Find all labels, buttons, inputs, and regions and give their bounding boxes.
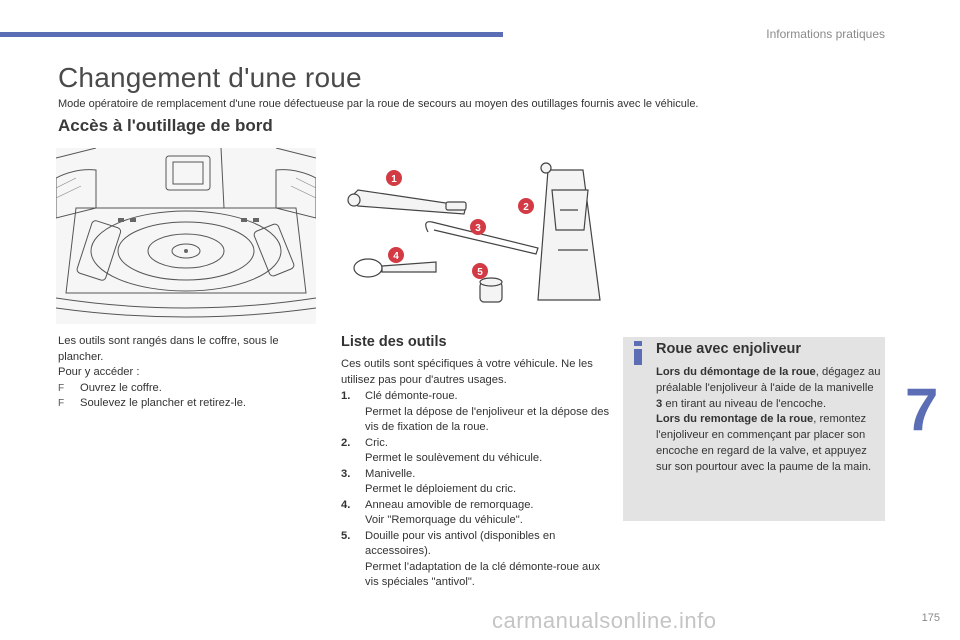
page-number: 175: [921, 612, 940, 624]
info-box: [623, 337, 885, 521]
callout-markers: [386, 170, 534, 279]
item-desc: Permet la dépose de l'enjoliveur et la dépose des vis de fixation de la roue.: [365, 405, 610, 433]
item-number: 4.: [341, 498, 351, 511]
info-dismount-text-a: , dégagez au préalable l'enjoliveur à l'aide de la manivelle: [656, 366, 881, 394]
tools-illustration: [338, 150, 608, 318]
list-item: [341, 529, 611, 591]
item-name: Manivelle.: [365, 467, 416, 480]
callout-1: 1: [391, 174, 397, 185]
info-box-body: [656, 365, 882, 476]
callout-3: 3: [475, 223, 481, 234]
bullet-text: Ouvrez le coffre.: [80, 381, 162, 394]
item-number: 2.: [341, 436, 351, 449]
top-accent-bar: [0, 32, 503, 37]
bullet-item: [58, 396, 308, 412]
item-number: 1.: [341, 390, 351, 402]
item-number: 3.: [341, 467, 351, 480]
item-desc: Permet le déploiement du cric.: [365, 483, 517, 495]
access-line-1: Les outils sont rangés dans le coffre, sous le plancher.: [58, 335, 279, 363]
item-desc: Voir "Remorquage du véhicule".: [365, 514, 523, 526]
trunk-illustration: [56, 148, 316, 324]
item-desc: Permet l’adaptation de la clé démonte-roue aux vis spéciales "antivol".: [365, 560, 601, 588]
list-item: [341, 467, 611, 498]
section-subtitle: Accès à l'outillage de bord: [58, 116, 273, 135]
callout-5: 5: [477, 267, 483, 278]
list-item: [341, 498, 611, 529]
bullet-icon: F: [58, 398, 65, 409]
list-item: [341, 436, 611, 467]
info-refit-text: , remontez l'enjoliveur en commençant par placer son encoche en regard de la valve, et appuyez sur son pourtour avec la paume de la main.: [656, 413, 872, 473]
tools-list-intro: Ces outils sont spécifiques à votre véhicule. Ne les utilisez pas pour d'autres usages.: [341, 358, 593, 386]
access-line-2: Pour y accéder :: [58, 366, 140, 378]
info-box-heading: Roue avec enjoliveur: [656, 341, 802, 357]
item-number: 5.: [341, 529, 351, 542]
callout-4: 4: [393, 251, 399, 262]
chapter-number: 7: [905, 376, 939, 443]
info-refit-label: Lors du remontage de la roue: [656, 413, 814, 426]
info-dismount-text-b: en tirant au niveau de l'encoche.: [662, 397, 827, 410]
list-item: [341, 389, 611, 436]
bullet-text: Soulevez le plancher et retirez-le.: [80, 397, 247, 409]
intro-text: Mode opératoire de remplacement d'une roue défectueuse par la roue de secours au moyen des outillages fournis avec le véhicule.: [58, 98, 699, 110]
callout-2: 2: [523, 202, 529, 213]
item-name: Douille pour vis antivol (disponibles en accessoires).: [365, 529, 556, 557]
info-icon: [631, 341, 645, 365]
item-name: Clé démonte-roue.: [365, 390, 458, 402]
watermark: carmanualsonline.info: [492, 608, 717, 633]
bullet-item: [58, 381, 308, 397]
bullet-icon: F: [58, 382, 65, 394]
tools-list: [341, 334, 611, 591]
info-crank-ref: 3: [656, 397, 663, 410]
item-name: Anneau amovible de remorquage.: [365, 498, 534, 511]
item-name: Cric.: [365, 436, 388, 449]
info-dismount-label: Lors du démontage de la roue: [656, 366, 816, 378]
section-label: Informations pratiques: [766, 27, 885, 41]
tools-list-heading: Liste des outils: [341, 334, 447, 350]
access-instructions: [58, 334, 308, 412]
page-title: Changement d'une roue: [58, 62, 362, 93]
item-desc: Permet le soulèvement du véhicule.: [365, 452, 543, 464]
